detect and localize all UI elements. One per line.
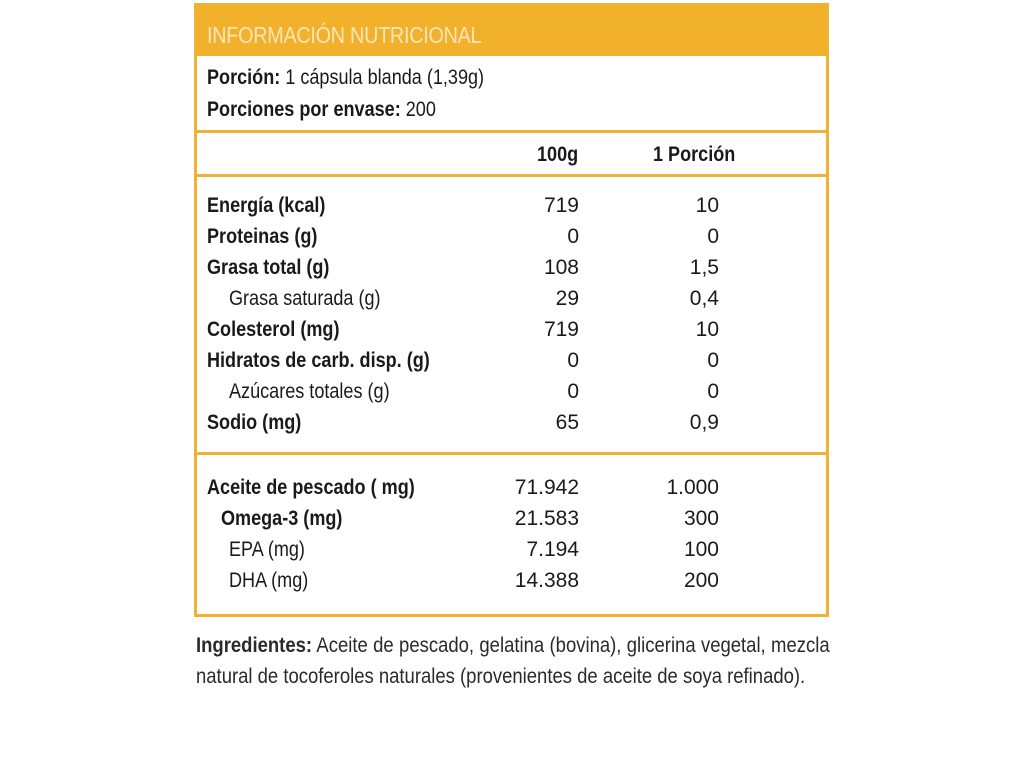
oil-per-serving: 1.000	[666, 476, 719, 499]
nutrient-per-serving: 0,4	[689, 287, 719, 310]
oil-per100: 71.942	[514, 476, 579, 499]
divider	[197, 130, 826, 133]
nutrient-name: Grasa total (g)	[207, 256, 330, 279]
nutrient-name: Colesterol (mg)	[207, 318, 340, 341]
serving-size-value: 1 cápsula blanda (1,39g)	[280, 66, 485, 89]
oil-per-serving: 300	[683, 507, 719, 530]
divider	[197, 174, 826, 177]
ingredients-label: Ingredientes:	[196, 634, 313, 657]
nutrient-per100: 29	[555, 287, 579, 310]
nutrient-per100: 108	[543, 256, 579, 279]
nutrient-per100: 719	[543, 194, 579, 217]
oil-name: EPA (mg)	[229, 538, 305, 561]
label-title: INFORMACIÓN NUTRICIONAL	[207, 22, 482, 48]
nutrient-per100: 719	[543, 318, 579, 341]
title-bar	[197, 6, 826, 56]
nutrient-per-serving: 1,5	[689, 256, 719, 279]
servings-per-container-label: Porciones por envase:	[207, 98, 401, 121]
nutrient-name: Energía (kcal)	[207, 194, 326, 217]
nutrient-per-serving: 0	[707, 349, 719, 372]
nutrient-name: Azúcares totales (g)	[229, 380, 390, 403]
oil-per100: 7.194	[526, 538, 579, 561]
nutrient-per-serving: 0	[707, 225, 719, 248]
nutrition-facts-label	[194, 3, 829, 617]
nutrient-name: Grasa saturada (g)	[229, 287, 381, 310]
nutrient-name: Sodio (mg)	[207, 411, 302, 434]
nutrient-per-serving: 0,9	[689, 411, 719, 434]
column-header-per-serving: 1 Porción	[653, 143, 736, 166]
nutrient-per100: 65	[555, 411, 579, 434]
nutrient-per100: 0	[567, 225, 579, 248]
ingredients-paragraph	[196, 630, 830, 692]
oil-per-serving: 100	[683, 538, 719, 561]
nutrient-per100: 0	[567, 349, 579, 372]
nutrient-name: Hidratos de carb. disp. (g)	[207, 349, 430, 372]
servings-per-container-value: 200	[400, 98, 436, 121]
divider	[197, 452, 826, 455]
nutrient-per-serving: 0	[707, 380, 719, 403]
oil-name: DHA (mg)	[229, 569, 309, 592]
oil-name: Aceite de pescado ( mg)	[207, 476, 415, 499]
serving-size	[207, 66, 484, 90]
nutrient-per-serving: 10	[695, 194, 719, 217]
nutrient-per100: 0	[567, 380, 579, 403]
oil-per100: 21.583	[514, 507, 579, 530]
nutrient-per-serving: 10	[695, 318, 719, 341]
oil-per-serving: 200	[683, 569, 719, 592]
servings-per-container	[207, 98, 436, 122]
oil-name: Omega-3 (mg)	[221, 507, 343, 530]
nutrient-name: Proteinas (g)	[207, 225, 318, 248]
serving-size-label: Porción:	[207, 66, 281, 89]
ingredients-text: Aceite de pescado, gelatina (bovina), glicerina vegetal, mezcla natural de tocoferoles naturales (provenientes de aceite de soya refinado).	[196, 634, 830, 688]
column-header-per100: 100g	[537, 143, 579, 166]
oil-per100: 14.388	[514, 569, 579, 592]
